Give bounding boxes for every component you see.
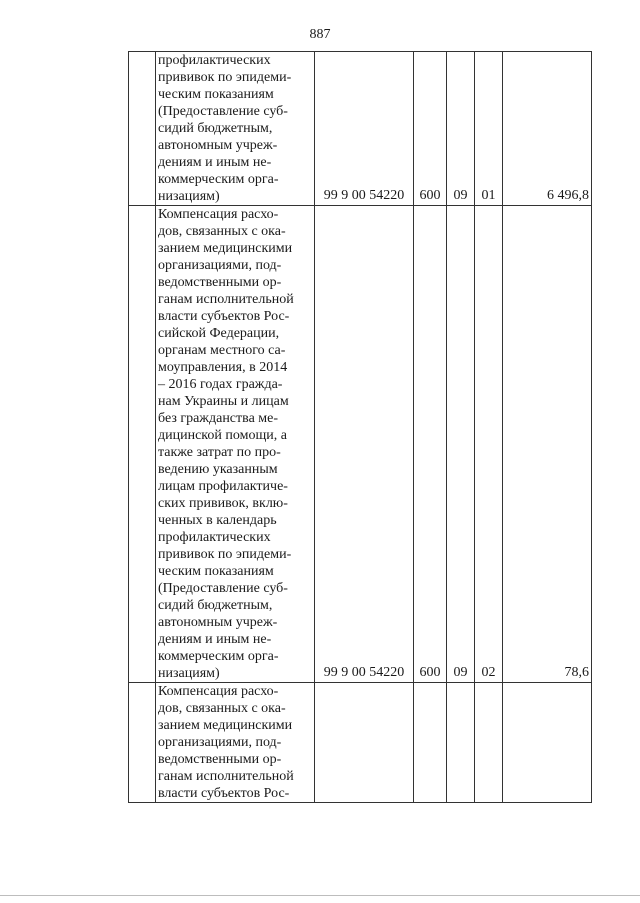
subsection-value [475,801,502,802]
subsection-cell [475,52,503,206]
section-value: 09 [453,665,468,680]
description-line: ческим показаниям [158,564,274,579]
description-line: ских прививок, вклю- [158,496,288,511]
budget-table [128,51,592,803]
description-line: власти субъектов Рос- [158,309,290,324]
description-line: дениям и иным не- [158,632,272,647]
description-line: органам местного са- [158,343,286,358]
number-cell [129,206,156,683]
amount-cell [503,206,592,683]
description-line: нам Украины и лицам [158,394,289,409]
amount-cell [503,683,592,803]
description-cell [156,206,315,683]
description-line: автономным учреж- [158,138,278,153]
table-row [129,683,592,803]
description-line: также затрат по про- [158,445,281,460]
subsection-cell [475,683,503,803]
description-line: дов, связанных с ока- [158,224,286,239]
subsection-value: 02 [481,665,496,680]
amount-cell [503,52,592,206]
target-article-cell [315,206,414,683]
description-line: сийской Федерации, [158,326,280,341]
description-line: сидий бюджетным, [158,598,273,613]
description-line: занием медицинскими [158,241,293,256]
expense-type-cell [414,52,447,206]
description-line: – 2016 годах гражда- [158,377,283,392]
page-number: 887 [309,27,331,42]
description-line: низациям) [158,189,220,204]
description-line: ганам исполнительной [158,292,294,307]
subsection-cell [475,206,503,683]
table-row [129,52,592,206]
scan-artifact-line [0,895,640,896]
section-value [447,801,474,802]
expense-type-value: 600 [419,665,441,680]
description-line: моуправления, в 2014 [158,360,288,375]
description-line: (Предоставление суб- [158,581,288,596]
target-article-cell [315,52,414,206]
expense-type-cell [414,683,447,803]
number-cell [129,683,156,803]
section-cell [447,206,475,683]
expense-type-cell [414,206,447,683]
target-article-value [315,801,413,802]
description-line: дениям и иным не- [158,155,272,170]
section-value: 09 [453,188,468,203]
expense-type-value [414,801,446,802]
description-line: низациям) [158,666,220,681]
description-line: прививок по эпидеми- [158,70,292,85]
description-line: прививок по эпидеми- [158,547,292,562]
description-line: сидий бюджетным, [158,121,273,136]
description-line: коммерческим орга- [158,172,279,187]
amount-value: 6 496,8 [547,188,589,203]
description-line: без гражданства ме- [158,411,279,426]
description-line: организациями, под- [158,735,282,750]
description-line: коммерческим орга- [158,649,279,664]
target-article-value: 99 9 00 54220 [323,665,405,680]
description-line: ческим показаниям [158,87,274,102]
target-article-value: 99 9 00 54220 [323,188,405,203]
amount-value [503,801,589,802]
description-line: дицинской помощи, а [158,428,287,443]
description-line: ченных в календарь [158,513,277,528]
description-line: профилактических [158,530,271,545]
description-line: ведомственными ор- [158,275,282,290]
subsection-value: 01 [481,188,496,203]
expense-type-value: 600 [419,188,441,203]
description-cell [156,683,315,803]
description-line: профилактических [158,53,271,68]
description-line: Компенсация расхо- [158,684,279,699]
description-line: лицам профилактиче- [158,479,288,494]
description-line: власти субъектов Рос- [158,786,290,801]
amount-value: 78,6 [564,665,589,680]
target-article-cell [315,683,414,803]
description-line: (Предоставление суб- [158,104,288,119]
description-line: ганам исполнительной [158,769,294,784]
description-line: ведению указанным [158,462,278,477]
description-line: дов, связанных с ока- [158,701,286,716]
section-cell [447,683,475,803]
description-line: организациями, под- [158,258,282,273]
description-line: занием медицинскими [158,718,293,733]
description-line: Компенсация расхо- [158,207,279,222]
section-cell [447,52,475,206]
description-cell [156,52,315,206]
number-cell [129,52,156,206]
table-row [129,206,592,683]
description-line: автономным учреж- [158,615,278,630]
description-line: ведомственными ор- [158,752,282,767]
